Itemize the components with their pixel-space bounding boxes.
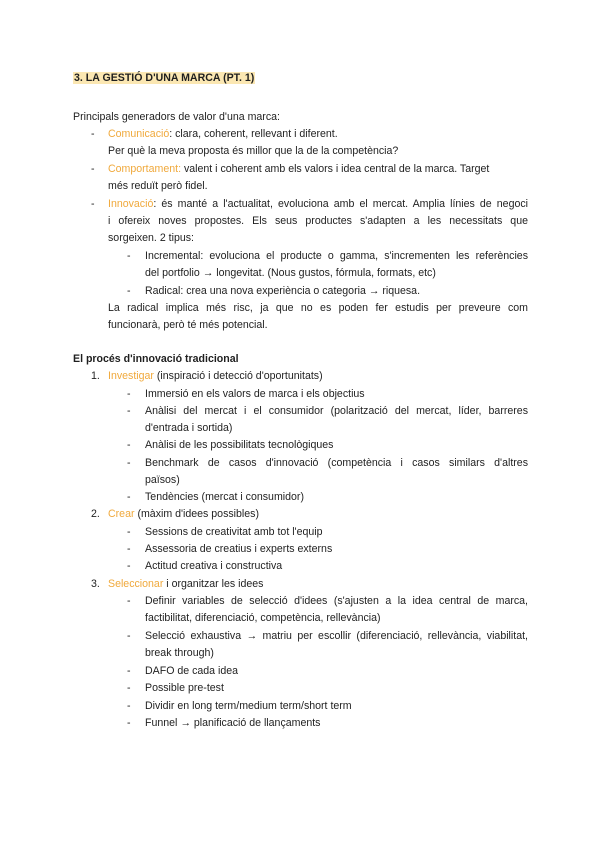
section-heading: El procés d'innovació tradicional bbox=[73, 353, 239, 365]
dash-bullet: - bbox=[127, 526, 131, 538]
dash-bullet: - bbox=[91, 128, 95, 140]
dash-bullet: - bbox=[127, 682, 131, 694]
generator-line: Per què la meva proposta és millor que la de la competència? bbox=[108, 145, 399, 157]
dash-bullet: - bbox=[127, 457, 131, 469]
generator-line: Comportament: valent i coherent amb els valors i idea central de la marca. Target bbox=[108, 163, 490, 175]
generator-label: Comportament: bbox=[108, 163, 182, 175]
step-line: Investigar (inspiració i detecció d'oportunitats) bbox=[108, 370, 323, 382]
dash-bullet: - bbox=[127, 560, 131, 572]
page-title: 3. LA GESTIÓ D'UNA MARCA (PT. 1) bbox=[74, 72, 255, 84]
dash-bullet: - bbox=[127, 405, 131, 417]
step-line: Seleccionar i organitzar les idees bbox=[108, 578, 264, 590]
dash-bullet: - bbox=[91, 163, 95, 175]
dash-bullet: - bbox=[127, 665, 131, 677]
dash-bullet: - bbox=[127, 250, 131, 262]
list-item: Benchmark de casos d'innovació (competència i casos similars d'altres bbox=[145, 457, 528, 469]
step-number: 2. bbox=[91, 508, 100, 520]
dash-bullet: - bbox=[127, 388, 131, 400]
list-item: Anàlisi de les possibilitats tecnològiques bbox=[145, 439, 334, 451]
list-item: Selecció exhaustiva → matriu per escollir (diferenciació, rellevància, viabilitat, bbox=[145, 630, 528, 642]
dash-bullet: - bbox=[127, 491, 131, 503]
generator-label: Comunicació bbox=[108, 128, 170, 140]
list-item: break through) bbox=[145, 647, 214, 659]
radical-note: La radical implica més risc, ja que no es poden fer estudis per preveure com bbox=[108, 302, 528, 314]
step-number: 3. bbox=[91, 578, 100, 590]
generator-line: i ofereix noves propostes. Els seus productes s'adapten a les necessitats que bbox=[108, 215, 528, 227]
list-item: Funnel → planificació de llançaments bbox=[145, 717, 321, 729]
radical-note: funcionarà, però té més potencial. bbox=[108, 319, 268, 331]
list-item: DAFO de cada idea bbox=[145, 665, 239, 677]
list-item: Anàlisi del mercat i el consumidor (polarització del mercat, líder, barreres bbox=[145, 405, 528, 417]
list-item: Assessoria de creatius i experts externs bbox=[145, 543, 333, 555]
step-line: Crear (màxim d'idees possibles) bbox=[108, 508, 259, 520]
step-label: Investigar bbox=[108, 370, 154, 382]
list-item: d'entrada i sortida) bbox=[145, 422, 233, 434]
dash-bullet: - bbox=[127, 700, 131, 712]
generator-label: Innovació bbox=[108, 198, 154, 210]
dash-bullet: - bbox=[127, 439, 131, 451]
list-item: Dividir en long term/medium term/short term bbox=[145, 700, 352, 712]
step-label: Seleccionar bbox=[108, 578, 164, 590]
type-line: Incremental: evoluciona el producte o gamma, s'incrementen les referències bbox=[145, 250, 528, 262]
step-number: 1. bbox=[91, 370, 100, 382]
dash-bullet: - bbox=[127, 630, 131, 642]
dash-bullet: - bbox=[127, 717, 131, 729]
type-line: Radical: crea una nova experiència o categoria → riquesa. bbox=[145, 285, 421, 297]
step-label: Crear bbox=[108, 508, 135, 520]
generator-line: Comunicació: clara, coherent, rellevant i diferent. bbox=[108, 128, 338, 140]
list-item: Definir variables de selecció d'idees (s'ajusten a la idea central de marca, bbox=[145, 595, 528, 607]
dash-bullet: - bbox=[127, 285, 131, 297]
list-item: Possible pre-test bbox=[145, 682, 224, 694]
intro-text: Principals generadors de valor d'una marca: bbox=[73, 111, 280, 123]
list-item: Actitud creativa i constructiva bbox=[145, 560, 283, 572]
dash-bullet: - bbox=[127, 543, 131, 555]
list-item: Sessions de creativitat amb tot l'equip bbox=[145, 526, 323, 538]
dash-bullet: - bbox=[91, 198, 95, 210]
generator-line: Innovació: és manté a l'actualitat, evoluciona amb el mercat. Amplia línies de negoci bbox=[108, 198, 528, 210]
dash-bullet: - bbox=[127, 595, 131, 607]
list-item: Tendències (mercat i consumidor) bbox=[145, 491, 304, 503]
generator-line: sorgeixen. 2 tipus: bbox=[108, 232, 194, 244]
list-item: factibilitat, diferenciació, competència, rellevància) bbox=[145, 612, 381, 624]
list-item: Immersió en els valors de marca i els objectius bbox=[145, 388, 365, 400]
generator-line: més reduït però fidel. bbox=[108, 180, 208, 192]
type-line: del portfolio → longevitat. (Nous gustos, fórmula, formats, etc) bbox=[145, 267, 436, 279]
list-item: països) bbox=[145, 474, 180, 486]
